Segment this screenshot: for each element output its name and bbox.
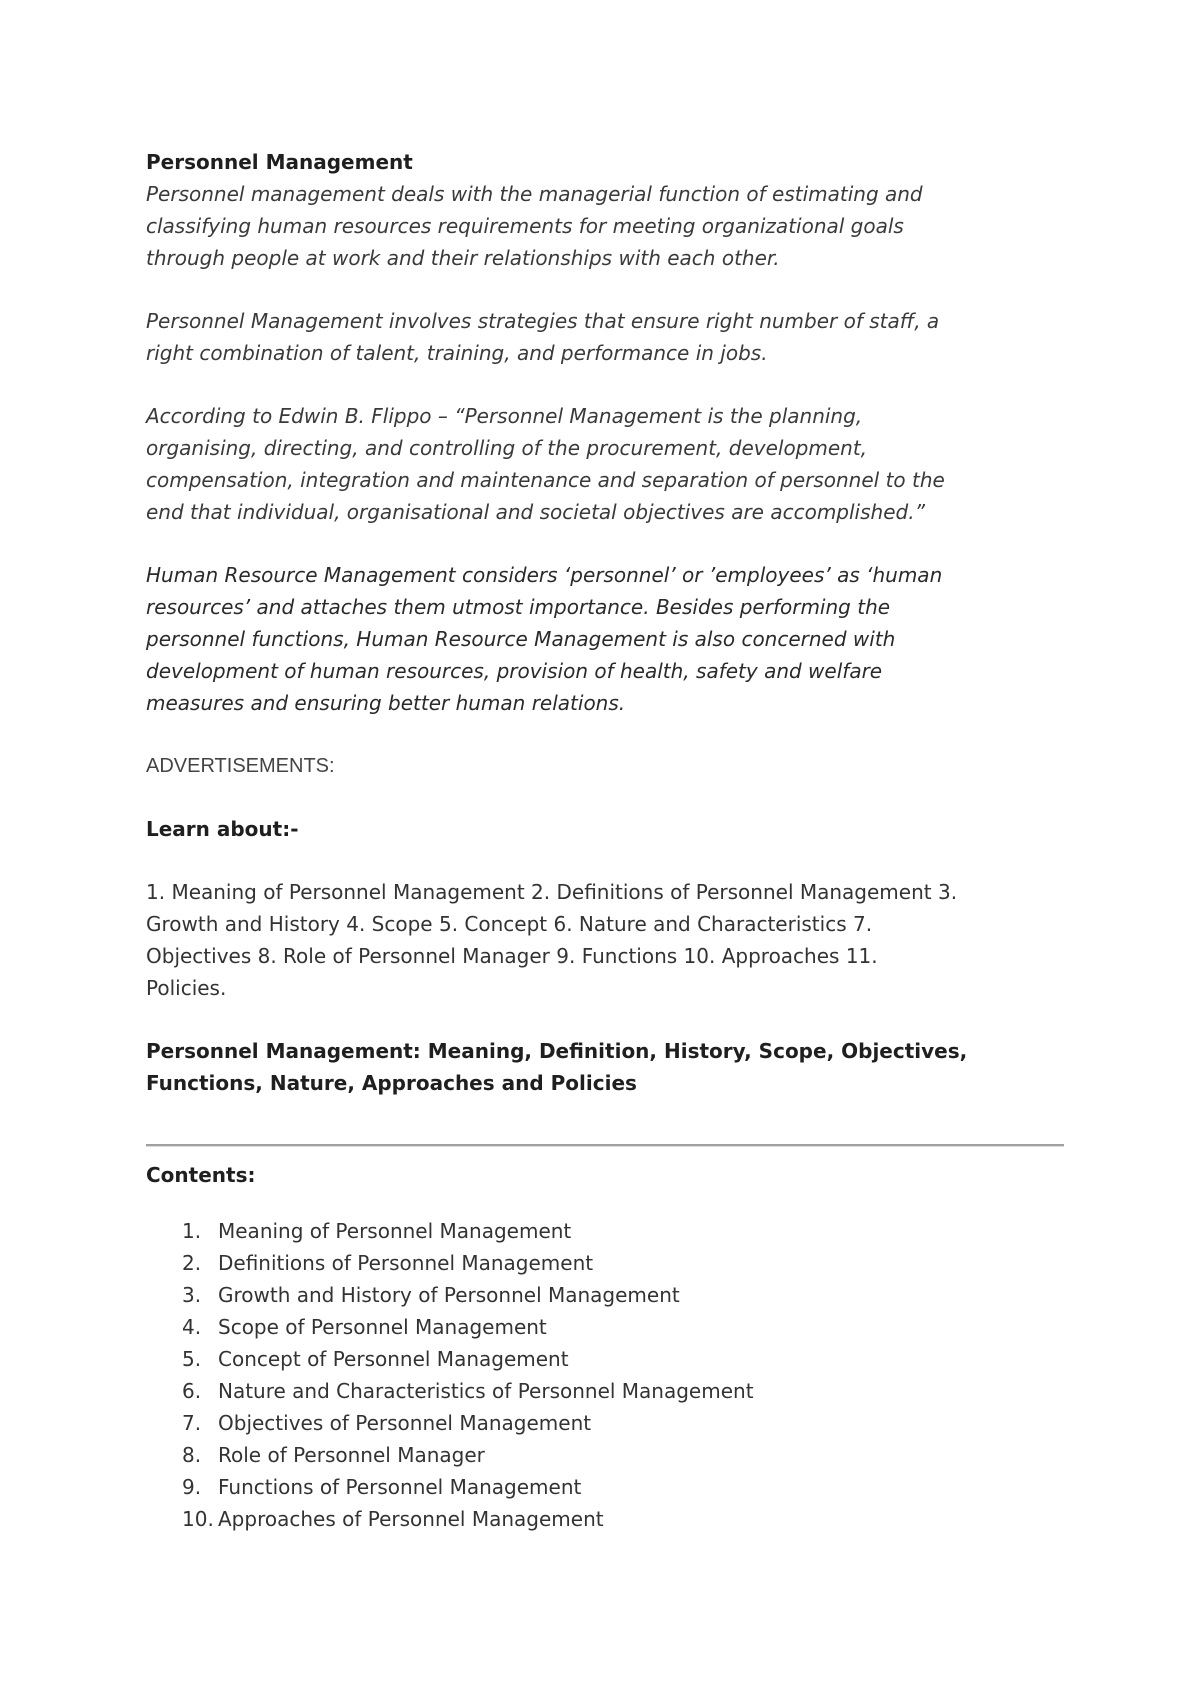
contents-list [146,1215,1066,1535]
text-line: Personnel management deals with the managerial function of estimating and [146,182,923,206]
learn-about-heading: Learn about:- [146,817,299,841]
contents-item-label: Objectives of Personnel Management [218,1411,592,1435]
contents-item-number: 5. [182,1347,202,1371]
section-heading [146,1035,1066,1099]
text-line: Functions, Nature, Approaches and Policies [146,1071,637,1095]
contents-heading: Contents: [146,1163,256,1187]
contents-item-label: Concept of Personnel Management [218,1347,569,1371]
text-line: Personnel Management: Meaning, Definition, History, Scope, Objectives, [146,1039,968,1063]
contents-item [146,1503,1066,1535]
contents-item [146,1471,1066,1503]
contents-item-number: 9. [182,1475,202,1499]
paragraph-hrm [146,559,1066,719]
text-line: measures and ensuring better human relations. [146,691,626,715]
advertisements-label: ADVERTISEMENTS: [146,755,335,777]
text-line: development of human resources, provision of health, safety and welfare [146,659,883,683]
contents-item [146,1343,1066,1375]
contents-item-number: 1. [182,1219,202,1243]
contents-item-number: 7. [182,1411,202,1435]
contents-item [146,1407,1066,1439]
contents-item-label: Approaches of Personnel Management [218,1507,604,1531]
contents-item-label: Definitions of Personnel Management [218,1251,594,1275]
contents-item-label: Growth and History of Personnel Management [218,1283,680,1307]
contents-item-label: Meaning of Personnel Management [218,1219,572,1243]
text-line: compensation, integration and maintenance and separation of personnel to the [146,468,945,492]
text-line: classifying human resources requirements for meeting organizational goals [146,214,904,238]
text-line: personnel functions, Human Resource Management is also concerned with [146,627,896,651]
contents-item-number: 10. [182,1507,214,1531]
contents-item-label: Nature and Characteristics of Personnel Management [218,1379,754,1403]
paragraph-definition [146,178,1066,274]
contents-item [146,1247,1066,1279]
contents-item [146,1375,1066,1407]
text-line: end that individual, organisational and societal objectives are accomplished.” [146,500,925,524]
text-line: organising, directing, and controlling of the procurement, development, [146,436,868,460]
text-line: 1. Meaning of Personnel Management 2. Definitions of Personnel Management 3. [146,880,958,904]
contents-item [146,1439,1066,1471]
contents-item-number: 6. [182,1379,202,1403]
text-line: through people at work and their relationships with each other. [146,246,780,270]
contents-item-number: 2. [182,1251,202,1275]
contents-item-number: 3. [182,1283,202,1307]
contents-item-label: Scope of Personnel Management [218,1315,547,1339]
contents-item-number: 8. [182,1443,202,1467]
paragraph-flippo-quote [146,400,1066,528]
text-line: Objectives 8. Role of Personnel Manager 9. Functions 10. Approaches 11. [146,944,878,968]
text-line: right combination of talent, training, and performance in jobs. [146,341,768,365]
contents-item [146,1311,1066,1343]
paragraph-strategies [146,305,1066,369]
contents-item [146,1279,1066,1311]
contents-item [146,1215,1066,1247]
text-line: According to Edwin B. Flippo – “Personnel Management is the planning, [146,404,863,428]
text-line: resources’ and attaches them utmost importance. Besides performing the [146,595,891,619]
text-line: Growth and History 4. Scope 5. Concept 6. Nature and Characteristics 7. [146,912,873,936]
topics-paragraph [146,876,1066,1004]
text-line: Personnel Management involves strategies that ensure right number of staff, a [146,309,940,333]
contents-item-label: Functions of Personnel Management [218,1475,582,1499]
doc-title: Personnel Management [146,150,413,174]
contents-item-number: 4. [182,1315,202,1339]
text-line: Policies. [146,976,227,1000]
text-line: Human Resource Management considers ‘personnel’ or ’employees’ as ‘human [146,563,943,587]
document-page [146,146,1066,1535]
contents-item-label: Role of Personnel Manager [218,1443,485,1467]
